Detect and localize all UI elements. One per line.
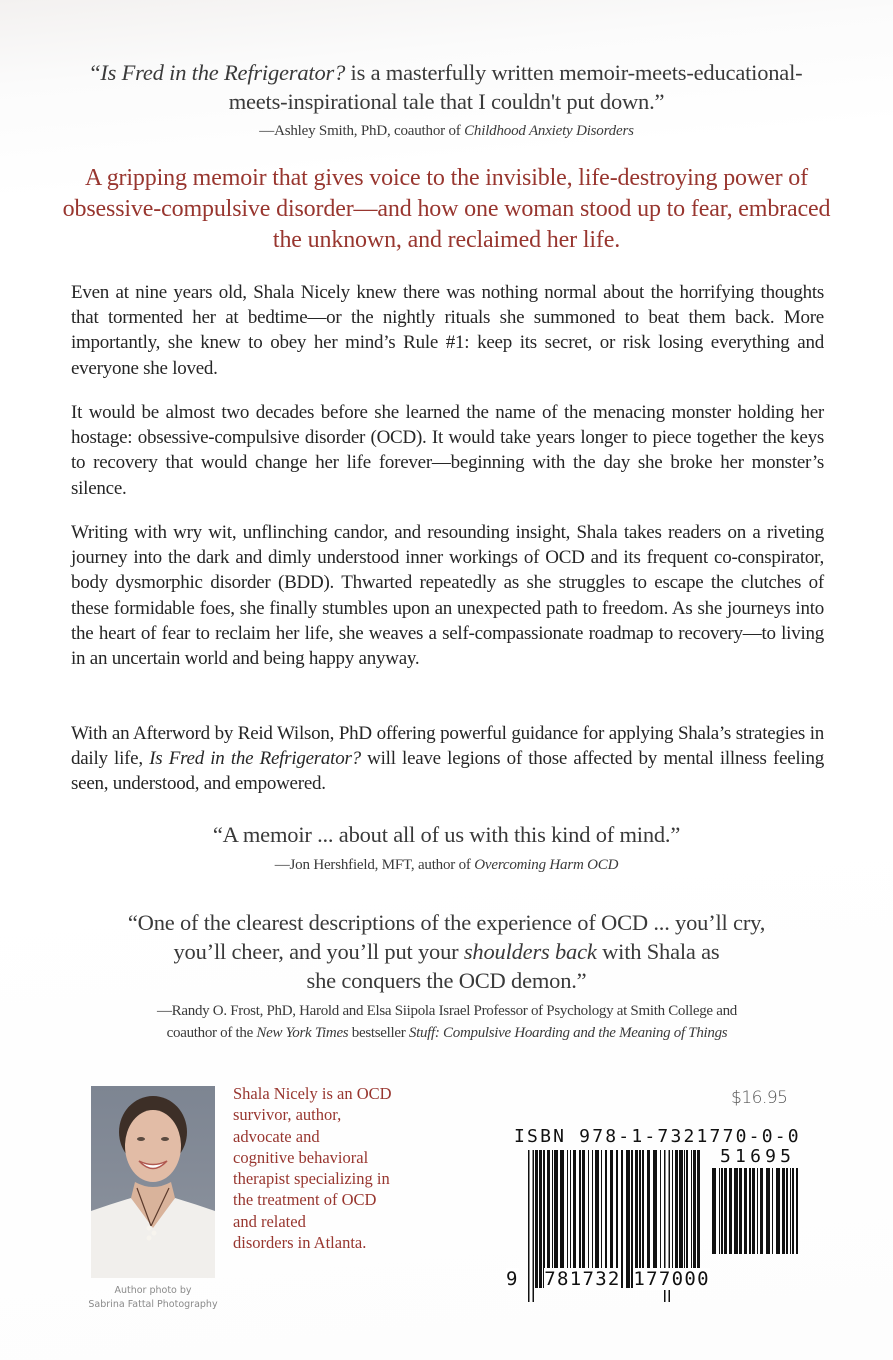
description-paragraph-2: It would be almost two decades before she learned the name of the menacing monster holding her hostage: obsessive-compulsive disorder (OCD). It would take years longer to piece together the keys to recovery that would change her life forever—beginning with the day she broke her monster’s silence. (71, 402, 824, 499)
book-title-italic: Is Fred in the Refrigerator? (100, 60, 346, 85)
barcode-bar (757, 1168, 758, 1254)
bio-line: disorders in Atlanta. (233, 1233, 367, 1253)
isbn-label: ISBN 978-1-7321770-0-0 (514, 1126, 801, 1147)
barcode-bar (729, 1168, 732, 1254)
price-label: $16.95 (731, 1088, 788, 1108)
open-quote-mark: “ (90, 60, 101, 85)
bio-line: advocate and (233, 1126, 320, 1146)
photo-credit-line: Sabrina Fattal Photography (88, 1298, 218, 1310)
tagline: A gripping memoir that gives voice to the invisible, life-destroying power of obsessive-compulsive disorder—and how one woman stood up to fear, embraced the unknown, and reclaimed her life. (62, 165, 831, 253)
quote-line (80, 937, 813, 966)
barcode-bar (786, 1168, 788, 1254)
bio-line: the treatment of OCD (233, 1190, 377, 1210)
top-quote-attribution (70, 123, 823, 140)
publication-title: New York Times (256, 1025, 349, 1041)
quote-line: she conquers the OCD demon.” (306, 968, 587, 993)
barcode-bar (760, 1168, 763, 1254)
attribution-author: —Ashley Smith, PhD, coauthor of (259, 123, 465, 139)
quote-emphasis: shoulders back (463, 939, 597, 964)
quote-text: with Shala as (596, 939, 720, 964)
paragraph-text: With an Afterword by Reid Wilson, PhD offering powerful guidance for applying Shala’s strategies in daily life, (71, 723, 824, 770)
attribution-author: —Jon Hershfield, MFT, author of (274, 857, 475, 873)
attribution-work-title: Stuff: Compulsive Hoarding and the Meaning of Things (408, 1025, 728, 1041)
ean-digits (506, 1268, 710, 1290)
bio-line: cognitive behavioral (233, 1147, 369, 1167)
barcode-bar (796, 1168, 798, 1254)
description-paragraph-1: Even at nine years old, Shala Nicely knew there was nothing normal about the horrifying thoughts that tormented her at bedtime—or the nightly rituals she summoned to beat them back. More importantly, she knew to obey her mind’s Rule #1: keep its secret, or risk losing everything and everyone she loved. (71, 282, 824, 379)
attribution-text: bestseller (348, 1025, 409, 1041)
ean-digit-group-left: 781732 (544, 1268, 621, 1290)
barcode-bar (719, 1168, 720, 1254)
barcode-bar (712, 1168, 716, 1254)
photo-credit-line: Author photo by (114, 1285, 192, 1296)
review-quote-frost (80, 908, 813, 995)
description-paragraph-3: Writing with wry wit, unflinching candor, and resounding insight, Shala takes readers on a riveting journey into the dark and dimly understood inner workings of OCD and its frequent co-conspirator, body dysmorphic disorder (BDD). Thwarted repeatedly as she struggles to escape the clutches of these formidable foes, she finally stumbles upon an unexpected path to freedom. As she journeys into the heart of fear to reclaim her life, she weaves a self-compassionate roadmap to recovery—to living in an uncertain world and being happy anyway. (71, 522, 824, 670)
ean-digit-group-right: 177000 (633, 1268, 710, 1290)
photo-credit (78, 1284, 228, 1311)
bio-line: therapist specializing in (233, 1169, 390, 1189)
attribution-line: —Randy O. Frost, PhD, Harold and Elsa Siipola Israel Professor of Psychology at Smith College and (156, 1003, 737, 1019)
review-quote-hershfield: “A memoir ... about all of us with this kind of mind.” (212, 822, 681, 847)
barcode-bar (734, 1168, 738, 1254)
barcode-bar (772, 1168, 773, 1254)
barcode-bar (721, 1168, 723, 1254)
quote-line: “One of the clearest descriptions of the experience of OCD ... you’ll cry, (127, 910, 766, 935)
attribution-text: coauthor of the (166, 1025, 257, 1041)
description-paragraph-4 (71, 721, 824, 797)
barcode-bar (792, 1168, 794, 1254)
attribution-line (72, 1022, 822, 1044)
barcode-bar (744, 1168, 747, 1254)
barcode-bar (776, 1168, 780, 1254)
quote-text: you’ll cheer, and you’ll put your (173, 939, 464, 964)
bio-line: survivor, author, (233, 1105, 342, 1125)
price-addon-barcode (712, 1168, 800, 1268)
ean-lead-digit: 9 (506, 1268, 519, 1290)
quote-text: is a masterfully written memoir-meets-educational-meets-inspirational tale that I couldn't put down.” (228, 60, 803, 114)
attribution-work-title: Childhood Anxiety Disorders (464, 123, 634, 139)
bio-line: and related (233, 1211, 306, 1231)
barcode-bar (749, 1168, 751, 1254)
barcode-bar (782, 1168, 785, 1254)
paragraph-text: will leave legions of those affected by mental illness feeling seen, understood, and empowered. (71, 748, 824, 795)
barcode-bar (790, 1168, 791, 1254)
hershfield-attribution (70, 857, 823, 874)
barcode-bar (752, 1168, 755, 1254)
author-photo (91, 1086, 215, 1278)
author-bio (233, 1083, 433, 1253)
price-addon-digits: 51695 (720, 1146, 796, 1167)
barcode-bar (724, 1168, 727, 1254)
bio-line: Shala Nicely is an OCD (233, 1084, 392, 1103)
attribution-work-title: Overcoming Harm OCD (474, 857, 619, 873)
barcode-bar (739, 1168, 742, 1254)
barcode-bar (766, 1168, 770, 1254)
author-portrait-illustration (91, 1086, 215, 1278)
book-title-italic: Is Fred in the Refrigerator? (149, 748, 361, 770)
frost-attribution (72, 1000, 822, 1044)
top-review-quote (70, 58, 823, 116)
